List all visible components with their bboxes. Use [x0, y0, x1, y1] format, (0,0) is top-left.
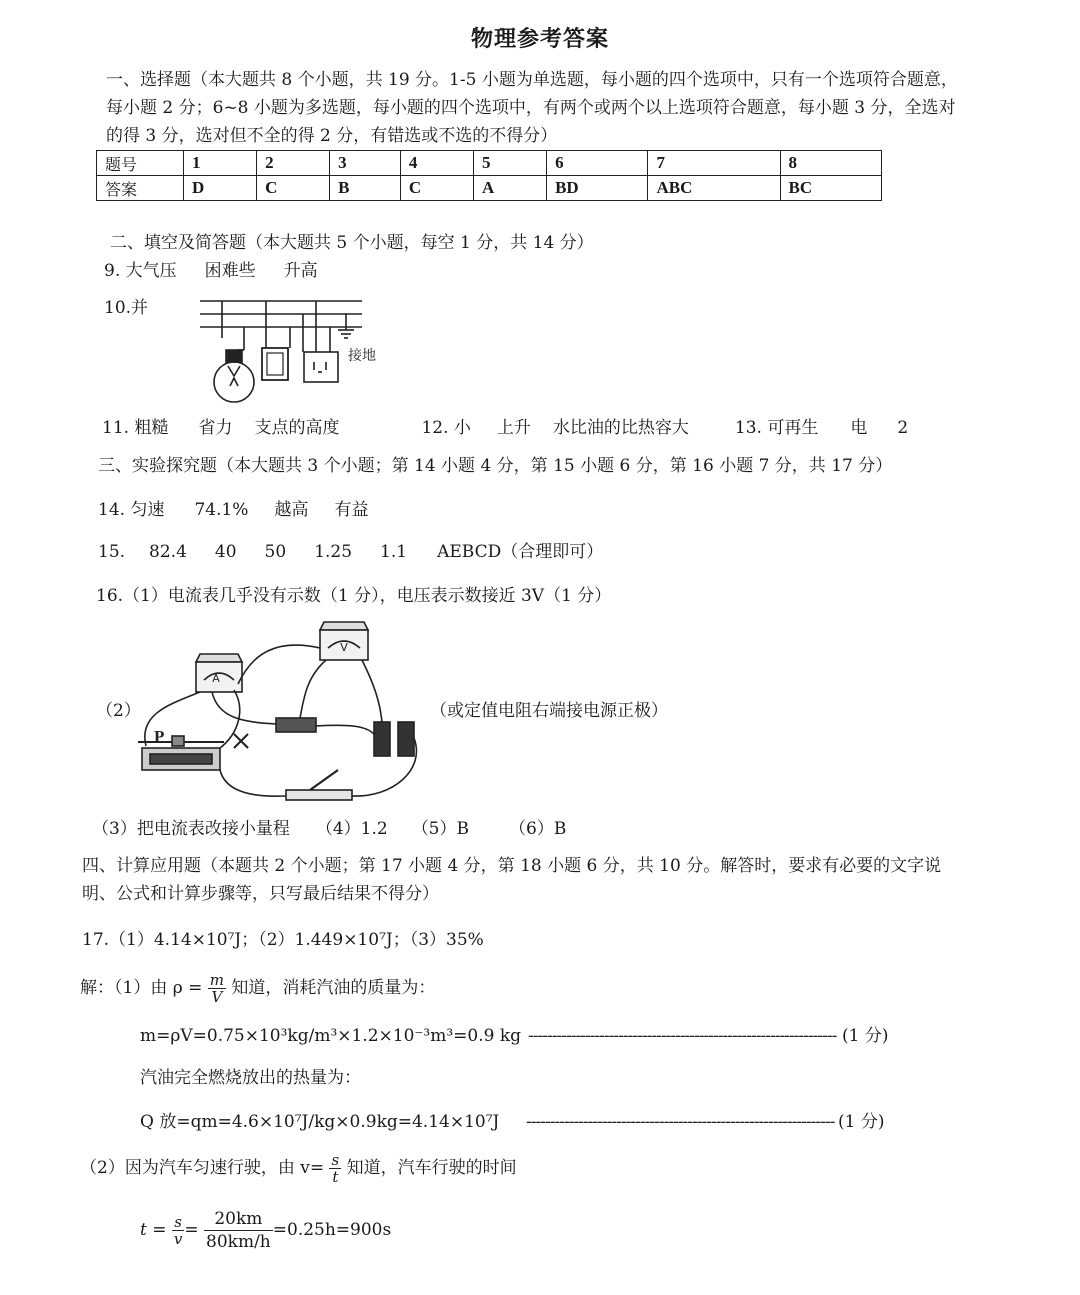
- answer-text: 14. 匀速: [98, 500, 165, 520]
- equation-text: t =: [140, 1220, 167, 1240]
- answer-text: 82.4: [149, 542, 187, 562]
- score-label: (1 分): [842, 1026, 889, 1046]
- section1-heading: 一、选择题（本大题共 8 个小题，共 19 分。1-5 小题为单选题，每小题的四个选项中，只有一个选项符合题意，每小题 2 分；6~8 小题为多选题，每小题的四个选项中，有两个或两个以上选项符合题意，每小题 3 分，全选对的得 3 分，选对但不全的得 2 分，有错选或不选的不得分）: [106, 70, 958, 146]
- score-dash-line: -----------------------------------------------------------------: [526, 1112, 835, 1132]
- table-cell: 题号: [97, 151, 184, 176]
- answer-text: 15.: [98, 542, 126, 562]
- answer-text: 9. 大气压: [104, 261, 177, 281]
- rheostat-label-p: P: [154, 727, 165, 746]
- experiment-circuit-diagram: [130, 614, 430, 812]
- q9-answers: [104, 257, 318, 285]
- answer-table: [96, 150, 882, 201]
- answer-text: 上升: [496, 418, 531, 438]
- answer-text: 50: [264, 542, 287, 562]
- q16-part1: 16.（1）电流表几乎没有示数（1 分），电压表示数接近 3V（1 分）: [96, 586, 612, 606]
- fraction-numerator: s: [172, 1214, 184, 1231]
- ground-label: 接地: [348, 348, 376, 364]
- equation-heat: Q 放=qm=4.6×10⁷J/kg×0.9kg=4.14×10⁷J: [140, 1112, 500, 1132]
- answer-text: 升高: [283, 261, 318, 281]
- q17-answer: 17.（1）4.14×10⁷J；（2）1.449×10⁷J；（3）35%: [82, 930, 484, 950]
- table-cell: 7: [648, 151, 780, 176]
- fraction: [204, 1208, 273, 1253]
- equation-mass: m=ρV=0.75×10³kg/m³×1.2×10⁻³m³=0.9 kg: [140, 1026, 522, 1046]
- answer-text: 11. 粗糙: [102, 418, 169, 438]
- answer-text: 困难些: [204, 261, 256, 281]
- equation-text: =0.25h=900s: [272, 1220, 392, 1240]
- answer-text: 12. 小: [421, 418, 471, 438]
- fraction: [172, 1214, 184, 1247]
- q16-rest-answers: [92, 815, 566, 843]
- equation-time: [140, 1208, 391, 1253]
- answer-text: 有益: [334, 500, 369, 520]
- section4-heading: 四、计算应用题（本题共 2 个小题；第 17 小题 4 分，第 18 小题 6 分，共 10 分。解答时，要求有必要的文字说明、公式和计算步骤等，只写最后结果不得分）: [82, 856, 942, 904]
- table-cell: 2: [257, 151, 330, 176]
- fraction-numerator: s: [331, 1151, 340, 1169]
- answer-text: 13. 可再生: [734, 418, 819, 438]
- answer-text: 74.1%: [194, 500, 249, 520]
- table-cell: A: [473, 176, 546, 201]
- section3-heading: 三、实验探究题（本大题共 3 个小题；第 14 小题 4 分，第 15 小题 6 分，第 16 小题 7 分，共 17 分）: [98, 456, 893, 476]
- fraction-denominator: v: [173, 1230, 183, 1248]
- table-cell: 3: [330, 151, 401, 176]
- fraction-denominator: t: [332, 1168, 339, 1186]
- table-cell: C: [400, 176, 473, 201]
- answer-text: （5）B: [411, 819, 469, 839]
- part2-intro: [80, 1152, 517, 1185]
- answer-text: 电: [850, 418, 868, 438]
- answer-text: 省力: [198, 418, 233, 438]
- table-cell: C: [257, 176, 330, 201]
- answer-text: 1.1: [380, 542, 408, 562]
- solution-text: 知道，消耗汽油的质量为：: [231, 978, 436, 998]
- q14-answers: [98, 496, 368, 524]
- answer-text: （6）B: [509, 819, 567, 839]
- voltmeter-letter: V: [340, 641, 348, 654]
- equation-text: =: [184, 1220, 199, 1240]
- table-row: [97, 176, 882, 201]
- answer-text: 2: [897, 418, 909, 438]
- fraction-numerator: 20km: [204, 1208, 273, 1231]
- q15-answers: [98, 538, 603, 566]
- answer-text: 1.25: [314, 542, 353, 562]
- answer-text: 40: [214, 542, 237, 562]
- answer-text: （4）1.2: [315, 819, 388, 839]
- table-cell: 5: [473, 151, 546, 176]
- table-cell: 答案: [97, 176, 184, 201]
- q11-13-answers: [102, 414, 908, 442]
- fraction-denominator: V: [211, 988, 223, 1006]
- section2-heading: 二、填空及简答题（本大题共 5 个小题，每空 1 分，共 14 分）: [110, 233, 594, 253]
- solution-text: 解：（1）由 ρ =: [80, 978, 203, 998]
- fraction: [208, 972, 226, 1005]
- q16-part2-note: （或定值电阻右端接电源正极）: [430, 701, 668, 721]
- table-cell: BD: [547, 176, 648, 201]
- table-row: [97, 151, 882, 176]
- solution-intro: [80, 972, 435, 1005]
- score-dash-line: -----------------------------------------------------------------: [528, 1026, 837, 1046]
- solution-text: 知道，汽车行驶的时间: [346, 1158, 517, 1178]
- score-label: (1 分): [838, 1112, 885, 1132]
- household-circuit-diagram: [200, 296, 390, 408]
- answer-text: 支点的高度: [254, 418, 340, 438]
- q10-answer: 10.并: [104, 298, 149, 318]
- table-cell: 8: [780, 151, 881, 176]
- page-title: 物理参考答案: [470, 26, 609, 52]
- q16-part2-label: （2）: [96, 701, 141, 721]
- fraction-denominator: 80km/h: [206, 1232, 271, 1252]
- heat-intro: 汽油完全燃烧放出的热量为：: [140, 1068, 361, 1088]
- table-cell: B: [330, 176, 401, 201]
- solution-text: （2）因为汽车匀速行驶，由 v=: [80, 1158, 325, 1178]
- table-cell: 1: [184, 151, 257, 176]
- table-cell: 6: [547, 151, 648, 176]
- answer-text: 越高: [274, 500, 309, 520]
- fraction-numerator: m: [209, 971, 225, 989]
- ammeter-letter: A: [212, 672, 220, 685]
- fraction: [329, 1152, 341, 1185]
- answer-text: AEBCD（合理即可）: [437, 542, 604, 562]
- answer-text: 水比油的比热容大: [552, 418, 689, 438]
- table-cell: BC: [780, 176, 881, 201]
- table-cell: D: [184, 176, 257, 201]
- table-cell: 4: [400, 151, 473, 176]
- table-cell: ABC: [648, 176, 780, 201]
- answer-text: （3）把电流表改接小量程: [92, 819, 290, 839]
